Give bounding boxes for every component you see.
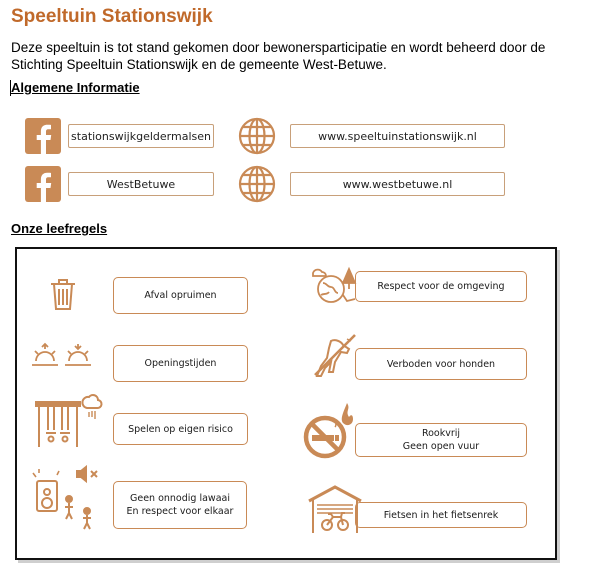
page-title: Speeltuin Stationswijk [11,6,213,27]
environment-icon [309,265,359,305]
rule-own-risk: Spelen op eigen risico [113,413,248,445]
swing-icon [33,391,103,449]
facebook-link-speeltuin[interactable]: stationswijkgeldermalsen [68,124,214,148]
website-link-speeltuin[interactable]: www.speeltuinstationswijk.nl [290,124,505,148]
rule-no-smoking: Rookvrij Geen open vuur [355,423,527,457]
globe-icon [237,164,277,204]
rule-noise: Geen onnodig lawaai En respect voor elkaar [113,481,247,529]
facebook-link-westbetuwe[interactable]: WestBetuwe [68,172,214,196]
general-info-heading: Algemene Informatie [11,80,140,95]
facebook-icon [25,166,61,202]
trash-icon [47,277,79,311]
no-dogs-icon [311,331,359,379]
rules-heading: Onze leefregels [11,221,108,236]
rule-bikes: Fietsen in het fietsenrek [355,502,527,528]
sunrise-sunset-icon [31,341,93,371]
noise-icon [31,465,101,535]
facebook-icon [25,118,61,154]
rule-opening-hours: Openingstijden [113,345,248,382]
rule-environment: Respect voor de omgeving [355,271,527,302]
rule-no-dogs: Verboden voor honden [355,348,527,380]
rule-waste: Afval opruimen [113,277,248,314]
website-link-westbetuwe[interactable]: www.westbetuwe.nl [290,172,505,196]
rules-panel [15,247,557,560]
intro-text: Deze speeltuin is tot stand gekomen door bewonersparticipatie en wordt beheerd door de Stichting Speeltuin Stationswijk en de gemeente West-Betuwe. [11,40,546,72]
globe-icon [237,116,277,156]
